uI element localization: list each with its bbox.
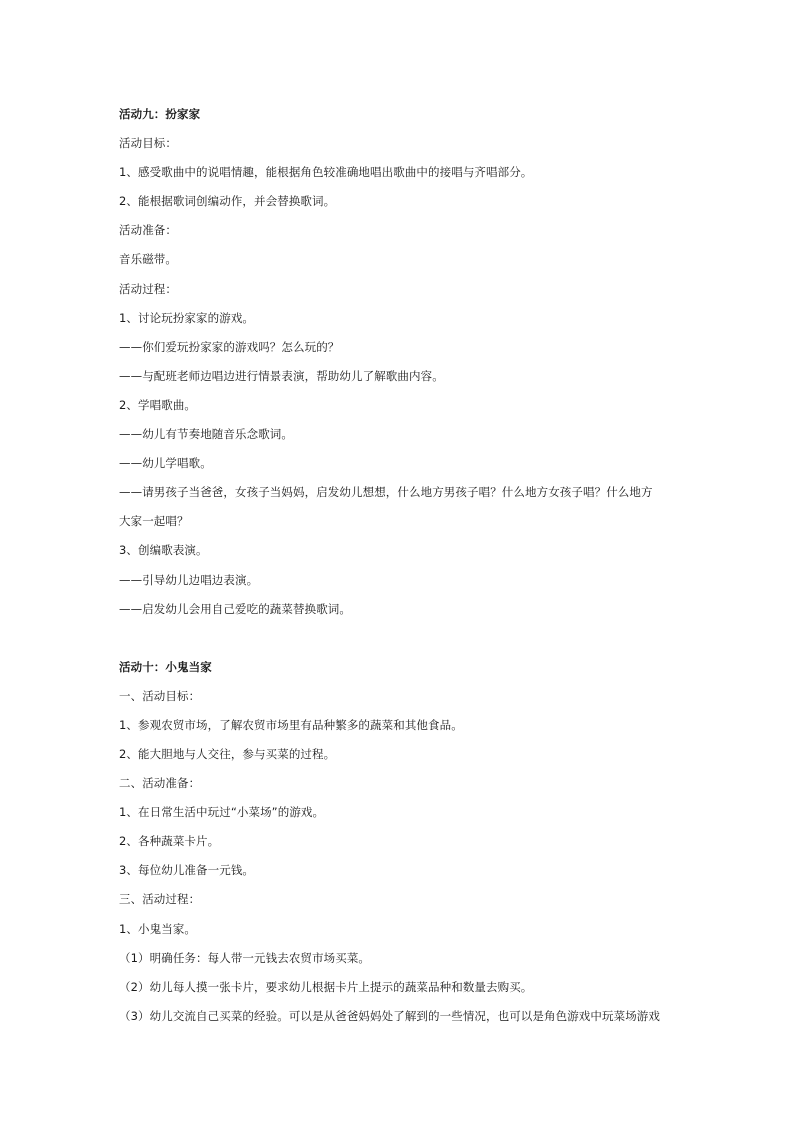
- text-line: ——与配班老师边唱边进行情景表演，帮助幼儿了解歌曲内容。: [119, 368, 444, 383]
- text-line: 2、能根据歌词创编动作，并会替换歌词。: [119, 194, 336, 209]
- document-body: [119, 100, 679, 1031]
- text-line: 活动过程：: [119, 281, 177, 296]
- text-line: 大家一起唱？: [119, 514, 189, 529]
- text-line: 1、参观农贸市场，了解农贸市场里有品种繁多的蔬菜和其他食品。: [119, 717, 463, 732]
- text-line: ——引导幼儿边唱边表演。: [119, 572, 259, 587]
- text-line: （1）明确任务：每人带一元钱去农贸市场买菜。: [119, 950, 371, 965]
- text-line: 音乐磁带。: [119, 252, 177, 267]
- text-line: 2、能大胆地与人交往，参与买菜的过程。: [119, 746, 336, 761]
- text-line: 1、在日常生活中玩过“小菜场”的游戏。: [119, 805, 325, 820]
- text-line: 2、各种蔬菜卡片。: [119, 834, 220, 849]
- text-line: 1、讨论玩扮家家的游戏。: [119, 310, 255, 325]
- section-spacer: [119, 624, 679, 653]
- text-line: （3）幼儿交流自己买菜的经验。可以是从爸爸妈妈处了解到的一些情况，也可以是角色游戏中玩菜场游戏: [119, 1008, 661, 1023]
- text-line: ——幼儿学唱歌。: [119, 456, 212, 471]
- text-line: 1、感受歌曲中的说唱情趣，能根据角色较准确地唱出歌曲中的接唱与齐唱部分。: [119, 165, 533, 180]
- text-line: 一、活动目标：: [119, 688, 201, 703]
- section-title-activity-9: 活动九：扮家家: [119, 107, 201, 121]
- text-line: 三、活动过程：: [119, 892, 201, 907]
- section-title-activity-10: 活动十：小鬼当家: [119, 659, 212, 674]
- text-line: ——幼儿有节奏地随音乐念歌词。: [119, 427, 293, 442]
- text-line: 二、活动准备：: [119, 776, 201, 791]
- text-line: 3、创编歌表演。: [119, 543, 208, 558]
- text-line: 3、每位幼儿准备一元钱。: [119, 863, 255, 878]
- text-line: 活动准备：: [119, 223, 177, 238]
- text-line: 1、小鬼当家。: [119, 921, 197, 936]
- text-line: 2、学唱歌曲。: [119, 397, 197, 412]
- text-line: ——你们爱玩扮家家的游戏吗？怎么玩的？: [119, 339, 340, 354]
- text-line: 活动目标：: [119, 136, 177, 151]
- text-line: （2）幼儿每人摸一张卡片，要求幼儿根据卡片上提示的蔬菜品种和数量去购买。: [119, 979, 533, 994]
- text-line: ——请男孩子当爸爸，女孩子当妈妈，启发幼儿想想，什么地方男孩子唱？什么地方女孩子唱？什么地方: [119, 485, 653, 500]
- text-line: ——启发幼儿会用自己爱吃的蔬菜替换歌词。: [119, 601, 351, 616]
